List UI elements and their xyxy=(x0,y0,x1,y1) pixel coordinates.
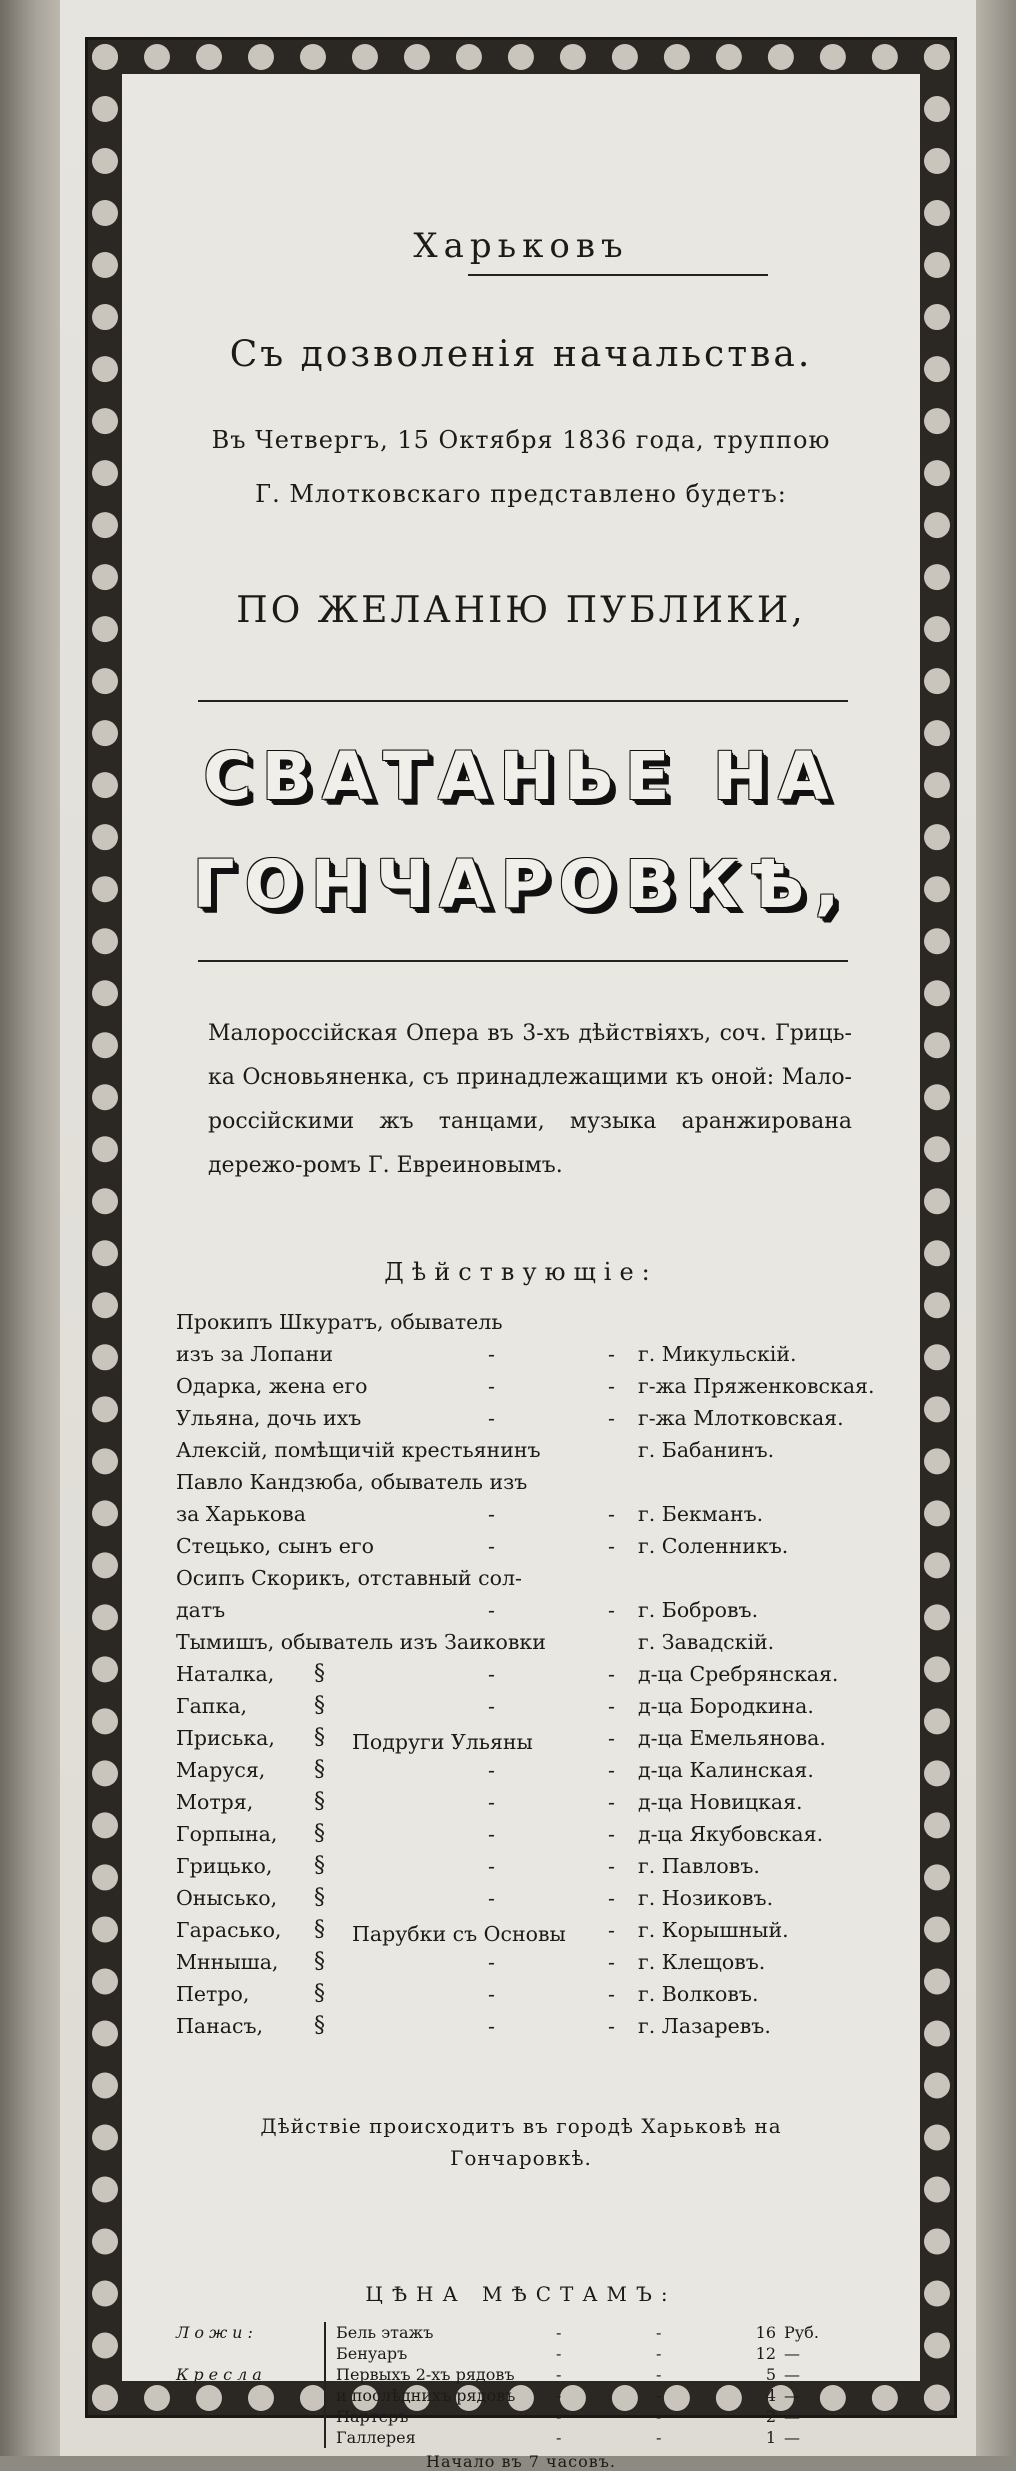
seat-type: Первыхъ 2-хъ рядовъ xyxy=(336,2365,515,2384)
troupe-line: Г. Млотковскаго представлено будетъ: xyxy=(255,480,787,508)
cast-row xyxy=(176,1562,866,1594)
cast-row xyxy=(176,1306,866,1338)
price-unit: — xyxy=(784,2344,800,2363)
price-row xyxy=(176,2364,866,2385)
leader-dash: - xyxy=(488,1854,495,1878)
leader-dash: - xyxy=(608,1854,615,1878)
cast-row xyxy=(176,1498,866,1530)
setting-note-line2: Гончаровкѣ. xyxy=(450,2146,592,2170)
brace-mark: § xyxy=(314,1949,325,1974)
actor-name: г-жа Пряженковская. xyxy=(638,1374,875,1398)
brace-mark: § xyxy=(314,1981,325,2006)
actor-name: д-ца Калинская. xyxy=(638,1758,814,1782)
opera-description: Малороссійская Опера въ 3-хъ дѣйствіяхъ, соч. Гриць-ка Основьяненка, съ принадлежащими къ оной: Мало-россійскими жъ танцами, музыка аранжирована дережо-ромъ Г. Евреиновымъ. xyxy=(208,1021,852,1178)
divider-top xyxy=(198,700,848,702)
cast-row xyxy=(176,1754,866,1786)
leader-dash: - xyxy=(608,1726,615,1750)
leader-dash: - xyxy=(488,1694,495,1718)
role-name: за Харькова xyxy=(176,1502,306,1526)
role-name: Мнныша, xyxy=(176,1950,279,1974)
actor-name: г. Нозиковъ. xyxy=(638,1886,774,1910)
category-bracket xyxy=(324,2343,326,2364)
leader-dash: - xyxy=(488,1662,495,1686)
seat-category: Ложи: xyxy=(176,2323,258,2342)
seat-type: Партеръ xyxy=(336,2407,409,2426)
seat-type: Бель этажъ xyxy=(336,2323,434,2342)
price-value: 1 xyxy=(765,2428,776,2447)
leader-dash: - xyxy=(608,1502,615,1526)
actor-name: г. Волковъ. xyxy=(638,1982,759,2006)
group-label: Подруги Ульяны xyxy=(352,1730,533,1754)
price-unit: Руб. xyxy=(784,2323,819,2342)
cast-row xyxy=(176,1978,866,2010)
leader-dash: - xyxy=(656,2407,662,2426)
category-bracket xyxy=(324,2364,326,2385)
role-name: Тымишъ, обыватель изъ Заиковки xyxy=(176,1630,546,1654)
seat-type: Бенуаръ xyxy=(336,2344,408,2363)
leader-dash: - xyxy=(488,1950,495,1974)
setting-note-line1: Дѣйствіе происходитъ въ городѣ Харьковѣ на xyxy=(260,2114,782,2138)
role-name: Ульяна, дочь ихъ xyxy=(176,1406,362,1430)
price-table xyxy=(176,2322,866,2448)
price-unit: — xyxy=(784,2407,800,2426)
role-name: Петро, xyxy=(176,1982,250,2006)
leader-dash: - xyxy=(488,1758,495,1782)
brace-mark: § xyxy=(314,1789,325,1814)
brace-mark: § xyxy=(314,1885,325,1910)
actor-name: д-ца Сребрянская. xyxy=(638,1662,839,1686)
actor-name: г. Соленникъ. xyxy=(638,1534,789,1558)
leader-dash: - xyxy=(608,1918,615,1942)
play-title-line1: СВАТАНЬЕ НА xyxy=(203,738,839,815)
leader-dash: - xyxy=(608,1982,615,2006)
actor-name: д-ца Бородкина. xyxy=(638,1694,814,1718)
brace-mark: § xyxy=(314,1725,325,1750)
leader-dash: - xyxy=(656,2365,662,2384)
leader-dash: - xyxy=(656,2344,662,2363)
role-name: Онысько, xyxy=(176,1886,278,1910)
brace-mark: § xyxy=(314,1821,325,1846)
price-unit: — xyxy=(784,2386,800,2405)
leader-dash: - xyxy=(556,2365,562,2384)
leader-dash: - xyxy=(656,2323,662,2342)
group-label: Парубки съ Основы xyxy=(352,1922,566,1946)
leader-dash: - xyxy=(488,1534,495,1558)
seat-type: и послѣднихъ рядовъ xyxy=(336,2386,516,2405)
actor-name: д-ца Новицкая. xyxy=(638,1790,803,1814)
leader-dash: - xyxy=(608,1342,615,1366)
role-name: Павло Кандзюба, обыватель изъ xyxy=(176,1470,528,1494)
actor-name: г. Микульскій. xyxy=(638,1342,797,1366)
cast-row xyxy=(176,1818,866,1850)
leader-dash: - xyxy=(608,2014,615,2038)
leader-dash: - xyxy=(556,2386,562,2405)
price-value: 5 xyxy=(765,2365,776,2384)
city-heading: Харьковъ xyxy=(413,226,629,266)
photo-edge-right xyxy=(976,0,1016,2456)
leader-dash: - xyxy=(488,1982,495,2006)
leader-dash: - xyxy=(556,2344,562,2363)
divider-bottom xyxy=(198,960,848,962)
leader-dash: - xyxy=(608,1598,615,1622)
cast-girls-group xyxy=(176,1658,866,1850)
leader-dash: - xyxy=(556,2323,562,2342)
cast-list xyxy=(176,1306,875,2042)
leader-dash: - xyxy=(656,2428,662,2447)
brace-mark: § xyxy=(314,1917,325,1942)
cast-row xyxy=(176,1594,866,1626)
cast-row xyxy=(176,1530,866,1562)
role-name: Маруся, xyxy=(176,1758,266,1782)
cast-row xyxy=(176,1946,866,1978)
price-row xyxy=(176,2406,866,2427)
actor-name: г. Завадскій. xyxy=(638,1630,775,1654)
actor-name: д-ца Емельянова. xyxy=(638,1726,826,1750)
actor-name: г. Клещовъ. xyxy=(638,1950,766,1974)
role-name: изъ за Лопани xyxy=(176,1342,333,1366)
price-row xyxy=(176,2427,866,2448)
category-bracket xyxy=(324,2427,326,2448)
role-name: Прокипъ Шкуратъ, обыватель xyxy=(176,1310,503,1334)
cast-row xyxy=(176,1370,875,1402)
leader-dash: - xyxy=(608,1374,615,1398)
actor-name: г. Бекманъ. xyxy=(638,1502,764,1526)
role-name: Одарка, жена его xyxy=(176,1374,368,1398)
price-row xyxy=(176,2343,866,2364)
role-name: Гарасько, xyxy=(176,1918,282,1942)
setting-note xyxy=(156,2110,886,2174)
leader-dash: - xyxy=(656,2386,662,2405)
price-value: 16 xyxy=(755,2323,776,2342)
actor-name: г. Корышный. xyxy=(638,1918,789,1942)
prices-heading: ЦѢНА МѢСТАМЪ: xyxy=(365,2282,677,2306)
city-underline xyxy=(468,274,768,276)
actor-name: г. Бабанинъ. xyxy=(638,1438,775,1462)
actor-name: д-ца Якубовская. xyxy=(638,1822,824,1846)
brace-mark: § xyxy=(314,1853,325,1878)
category-bracket xyxy=(324,2322,326,2343)
play-title-line2: ГОНЧАРОВКѢ, xyxy=(192,846,850,923)
leader-dash: - xyxy=(608,1758,615,1782)
book-spine-left xyxy=(0,0,60,2456)
cast-boys-group xyxy=(176,1850,866,2042)
leader-dash: - xyxy=(608,1886,615,1910)
price-unit: — xyxy=(784,2365,800,2384)
leader-dash: - xyxy=(488,1374,495,1398)
cast-row xyxy=(176,2010,866,2042)
role-name: Приська, xyxy=(176,1726,275,1750)
brace-mark: § xyxy=(314,1757,325,1782)
cast-row xyxy=(176,1466,866,1498)
leader-dash: - xyxy=(488,1886,495,1910)
cast-row xyxy=(176,1882,866,1914)
category-bracket xyxy=(324,2385,326,2406)
price-unit: — xyxy=(784,2428,800,2447)
leader-dash: - xyxy=(488,1502,495,1526)
price-row xyxy=(176,2322,866,2343)
role-name: Мотря, xyxy=(176,1790,254,1814)
role-name: Наталка, xyxy=(176,1662,275,1686)
seat-category: Кресла xyxy=(176,2365,267,2384)
date-line: Въ Четвергъ, 15 Октября 1836 года, труппою xyxy=(211,426,831,454)
leader-dash: - xyxy=(608,1406,615,1430)
leader-dash: - xyxy=(488,2014,495,2038)
permission-line: Съ дозволенія начальства. xyxy=(229,334,813,375)
role-name: Панасъ, xyxy=(176,2014,264,2038)
actor-name: г. Павловъ. xyxy=(638,1854,760,1878)
role-name: Стецько, сынъ его xyxy=(176,1534,374,1558)
seat-type: Галлерея xyxy=(336,2428,416,2447)
poster-content xyxy=(156,108,886,2471)
role-name: датъ xyxy=(176,1598,226,1622)
leader-dash: - xyxy=(608,1694,615,1718)
cast-heading: Дѣйствующіе: xyxy=(384,1258,658,1286)
price-value: 2 xyxy=(765,2407,776,2426)
cast-row xyxy=(176,1690,866,1722)
ornamental-border xyxy=(88,40,954,2471)
cast-row xyxy=(176,1626,866,1658)
cast-row xyxy=(176,1402,866,1434)
role-name: Горпына, xyxy=(176,1822,278,1846)
leader-dash: - xyxy=(608,1822,615,1846)
brace-mark: § xyxy=(314,2013,325,2038)
role-name: Осипъ Скорикъ, отставный сол- xyxy=(176,1566,522,1590)
brace-mark: § xyxy=(314,1661,325,1686)
leader-dash: - xyxy=(488,1598,495,1622)
leader-dash: - xyxy=(608,1790,615,1814)
role-name: Грицько, xyxy=(176,1854,273,1878)
leader-dash: - xyxy=(556,2407,562,2426)
category-bracket xyxy=(324,2406,326,2427)
public-request: ПО ЖЕЛАНІЮ ПУБЛИКИ, xyxy=(236,590,806,631)
actor-name: г-жа Млотковская. xyxy=(638,1406,844,1430)
cast-row xyxy=(176,1434,866,1466)
leader-dash: - xyxy=(488,1822,495,1846)
leader-dash: - xyxy=(488,1342,495,1366)
leader-dash: - xyxy=(608,1534,615,1558)
leader-dash: - xyxy=(608,1950,615,1974)
start-time: Начало въ 7 часовъ. xyxy=(425,2452,616,2471)
cast-row xyxy=(176,1658,866,1690)
cast-row xyxy=(176,1338,866,1370)
brace-mark: § xyxy=(314,1693,325,1718)
price-value: 4 xyxy=(765,2386,776,2405)
leader-dash: - xyxy=(488,1406,495,1430)
price-value: 12 xyxy=(755,2344,776,2363)
actor-name: г. Лазаревъ. xyxy=(638,2014,771,2038)
role-name: Алексій, помѣщичій крестьянинъ xyxy=(176,1438,541,1462)
cast-row xyxy=(176,1850,866,1882)
leader-dash: - xyxy=(556,2428,562,2447)
leader-dash: - xyxy=(488,1790,495,1814)
cast-main-roles xyxy=(176,1306,875,1658)
leader-dash: - xyxy=(608,1662,615,1686)
price-row xyxy=(176,2385,866,2406)
cast-row xyxy=(176,1786,866,1818)
role-name: Гапка, xyxy=(176,1694,248,1718)
actor-name: г. Бобровъ. xyxy=(638,1598,759,1622)
